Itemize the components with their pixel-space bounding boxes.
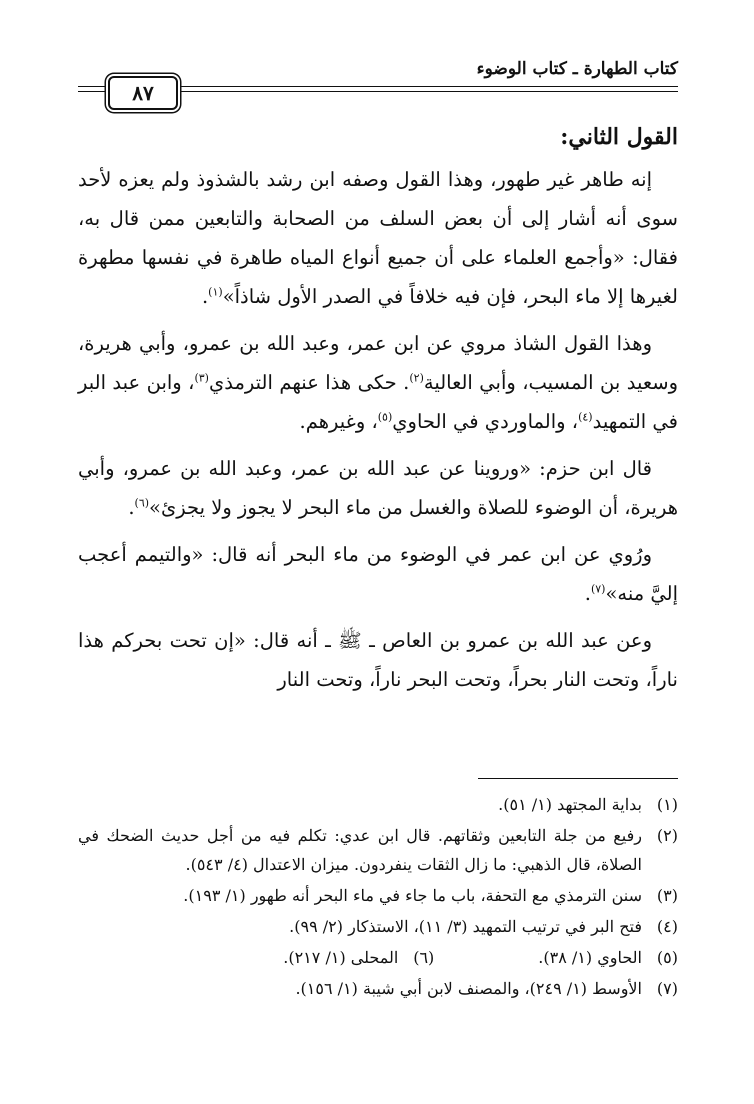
footnote-2: (٢) رفيع من جلة التابعين وثقاتهم. قال ابن عدي: تكلم فيه من أجل حديث الضحك في الصلاة، قال الذهبي: ما زال الثقات ينفردون. ميزان الاعتدال (٤/ ٥٤٣). xyxy=(78,826,678,874)
footnote-ref[interactable]: (٦) xyxy=(134,496,150,510)
section-title: القول الثاني: xyxy=(560,124,678,150)
footnote-4: (٤) فتح البر في ترتيب التمهيد (٣/ ١١)، الاستذكار (٢/ ٩٩). xyxy=(289,917,678,936)
paragraph-3: قال ابن حزم: «وروينا عن عبد الله بن عمر، وعبد الله بن عمرو، وأبي هريرة، أن الوضوء للصلاة والغسل من ماء البحر لا يجوز ولا يجزئ»$^{(٦)}$. xyxy=(78,457,678,519)
paragraph-5: وعن عبد الله بن عمرو بن العاص ـ ﷺ ـ أنه قال: «إن تحت بحركم هذا ناراً، وتحت النار بحراً، وتحت البحر ناراً، وتحت النار xyxy=(78,629,678,691)
page-number: ٨٧ xyxy=(108,76,178,110)
footnote-ref[interactable]: (١) xyxy=(208,285,223,299)
footnotes xyxy=(78,790,678,1005)
footnote-1: (١) بداية المجتهد (١/ ٥١). xyxy=(498,795,678,814)
paragraph-2: وهذا القول الشاذ مروي عن ابن عمر، وعبد الله بن عمرو، وأبي هريرة، وسعيد بن المسيب، وأبي العالية$^{(٢)}$. حكى هذا عنهم الترمذي$^{(٣)}$، وابن عبد البر في التمهيد$^{(٤)}$، والماوردي في الحاوي$^{(٥)}$، وغيرهم. xyxy=(78,332,678,433)
footnote-ref[interactable]: (٥) xyxy=(377,410,393,424)
main-text xyxy=(78,118,678,707)
footnote-5: (٥) الحاوي (١/ ٣٨). xyxy=(538,948,678,967)
footnote-6: (٦) المحلى (١/ ٢١٧). xyxy=(283,948,435,967)
running-title: كتاب الطهارة ـ كتاب الوضوء xyxy=(476,59,678,79)
footnote-row-5-6 xyxy=(78,943,678,974)
paragraph-4: ورُوي عن ابن عمر في الوضوء من ماء البحر أنه قال: «والتيمم أعجب إليَّ منه»$^{(٧)}$. xyxy=(78,543,678,605)
paragraph-1: إنه طاهر غير طهور، وهذا القول وصفه ابن رشد بالشذوذ ولم يعزه لأحد سوى أنه أشار إلى أن بعض السلف من الصحابة والتابعين ممن قال به، فقال: «وأجمع العلماء على أن جميع أنواع المياه طاهرة في نفسها مطهرة لغيرها إلا ماء البحر، فإن فيه خلافاً في الصدر الأول شاذاً»$^{(١)}$. xyxy=(78,168,678,308)
footnote-3: (٣) سنن الترمذي مع التحفة، باب ما جاء في ماء البحر أنه طهور (١/ ١٩٣). xyxy=(183,886,678,905)
footnote-ref[interactable]: (٧) xyxy=(590,582,606,596)
footnote-separator xyxy=(478,778,678,779)
footnote-ref[interactable]: (٣) xyxy=(194,371,209,385)
footnote-ref[interactable]: (٢) xyxy=(409,371,424,385)
page-header xyxy=(84,58,678,108)
header-left-ornament xyxy=(78,84,104,96)
footnote-ref[interactable]: (٤) xyxy=(578,410,593,424)
footnote-7: (٧) الأوسط (١/ ٢٤٩)، والمصنف لابن أبي شيبة (١/ ١٥٦). xyxy=(295,979,678,998)
